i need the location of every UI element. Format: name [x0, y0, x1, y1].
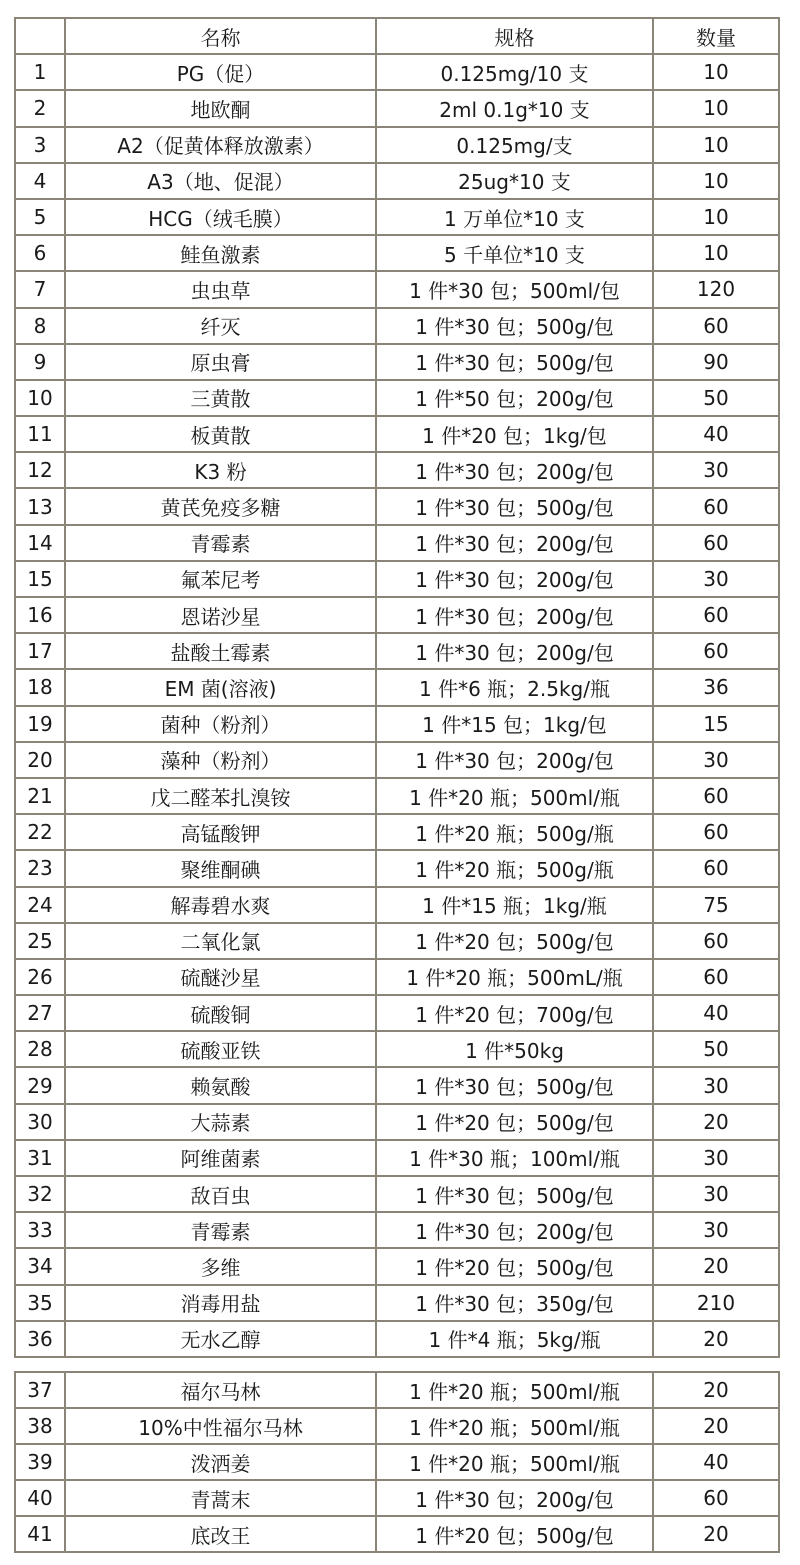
item-quantity: 10: [653, 54, 779, 90]
item-name: 10%中性福尔马林: [65, 1408, 376, 1444]
header-spec: 规格: [376, 18, 653, 54]
item-spec: 1 件*4 瓶；5kg/瓶: [376, 1321, 653, 1357]
item-quantity: 40: [653, 416, 779, 452]
table-row: [15, 1480, 779, 1516]
item-name: 藻种（粉剂）: [65, 742, 376, 778]
table-row: [15, 850, 779, 886]
item-name: 硫酸铜: [65, 995, 376, 1031]
row-index: 39: [15, 1444, 65, 1480]
item-quantity: 120: [653, 271, 779, 307]
item-name: PG（促）: [65, 54, 376, 90]
item-spec: 5 千单位*10 支: [376, 235, 653, 271]
table-row: [15, 90, 779, 126]
item-spec: 1 件*20 瓶；500ml/瓶: [376, 1408, 653, 1444]
table-row: [15, 1516, 779, 1552]
item-spec: 1 件*30 包；500g/包: [376, 308, 653, 344]
item-spec: 1 件*30 包；350g/包: [376, 1285, 653, 1321]
table-row: [15, 1067, 779, 1103]
item-quantity: 20: [653, 1321, 779, 1357]
row-index: 3: [15, 127, 65, 163]
item-quantity: 10: [653, 163, 779, 199]
table-row: [15, 308, 779, 344]
row-index: 18: [15, 669, 65, 705]
table-row: [15, 271, 779, 307]
row-index: 31: [15, 1140, 65, 1176]
row-index: 20: [15, 742, 65, 778]
item-spec: 1 万单位*10 支: [376, 199, 653, 235]
item-spec: 1 件*30 包；200g/包: [376, 525, 653, 561]
item-spec: 1 件*20 瓶；500ml/瓶: [376, 1372, 653, 1408]
item-spec: 1 件*20 瓶；500ml/瓶: [376, 778, 653, 814]
item-name: 黄芪免疫多糖: [65, 488, 376, 524]
item-spec: 1 件*20 包；500g/包: [376, 1104, 653, 1140]
item-name: EM 菌(溶液): [65, 669, 376, 705]
row-index: 8: [15, 308, 65, 344]
item-name: 纤灭: [65, 308, 376, 344]
table-row: [15, 127, 779, 163]
row-index: 23: [15, 850, 65, 886]
item-name: 鲑鱼激素: [65, 235, 376, 271]
table-row: [15, 814, 779, 850]
item-quantity: 20: [653, 1408, 779, 1444]
item-name: 青霉素: [65, 525, 376, 561]
row-index: 30: [15, 1104, 65, 1140]
item-spec: 1 件*20 包；500g/包: [376, 1516, 653, 1552]
table-row: [15, 1031, 779, 1067]
table-row: [15, 669, 779, 705]
row-index: 14: [15, 525, 65, 561]
item-spec: 1 件*30 包；200g/包: [376, 597, 653, 633]
table-row: [15, 1372, 779, 1408]
row-index: 16: [15, 597, 65, 633]
table-row: [15, 235, 779, 271]
row-index: 6: [15, 235, 65, 271]
row-index: 12: [15, 452, 65, 488]
item-quantity: 30: [653, 742, 779, 778]
item-spec: 1 件*6 瓶；2.5kg/瓶: [376, 669, 653, 705]
item-name: 戊二醛苯扎溴铵: [65, 778, 376, 814]
item-spec: 1 件*20 瓶；500mL/瓶: [376, 959, 653, 995]
item-spec: 1 件*20 包；500g/包: [376, 923, 653, 959]
item-quantity: 90: [653, 344, 779, 380]
row-index: 38: [15, 1408, 65, 1444]
item-name: A2（促黄体释放激素）: [65, 127, 376, 163]
item-spec: 1 件*30 包；200g/包: [376, 742, 653, 778]
item-name: 恩诺沙星: [65, 597, 376, 633]
item-name: 地欧酮: [65, 90, 376, 126]
row-index: 41: [15, 1516, 65, 1552]
item-spec: 1 件*20 包；700g/包: [376, 995, 653, 1031]
table-row: [15, 1444, 779, 1480]
item-quantity: 60: [653, 488, 779, 524]
item-quantity: 60: [653, 923, 779, 959]
item-name: 菌种（粉剂）: [65, 706, 376, 742]
row-index: 13: [15, 488, 65, 524]
table-row: [15, 742, 779, 778]
row-index: 36: [15, 1321, 65, 1357]
item-quantity: 210: [653, 1285, 779, 1321]
product-table: [14, 17, 780, 1358]
item-quantity: 60: [653, 778, 779, 814]
row-index: 26: [15, 959, 65, 995]
item-quantity: 50: [653, 380, 779, 416]
item-quantity: 60: [653, 1480, 779, 1516]
item-spec: 0.125mg/10 支: [376, 54, 653, 90]
item-quantity: 30: [653, 1140, 779, 1176]
item-name: 高锰酸钾: [65, 814, 376, 850]
row-index: 25: [15, 923, 65, 959]
item-quantity: 40: [653, 995, 779, 1031]
item-quantity: 36: [653, 669, 779, 705]
item-quantity: 30: [653, 452, 779, 488]
table-header-row: [15, 18, 779, 54]
item-quantity: 40: [653, 1444, 779, 1480]
item-spec: 1 件*20 瓶；500ml/瓶: [376, 1444, 653, 1480]
item-name: 解毒碧水爽: [65, 887, 376, 923]
item-quantity: 50: [653, 1031, 779, 1067]
table-row: [15, 597, 779, 633]
item-name: 福尔马林: [65, 1372, 376, 1408]
row-index: 24: [15, 887, 65, 923]
product-table-continued: [14, 1371, 780, 1553]
item-quantity: 60: [653, 633, 779, 669]
item-spec: 1 件*30 包；500g/包: [376, 1067, 653, 1103]
item-spec: 1 件*30 包；200g/包: [376, 452, 653, 488]
item-name: 青蒿末: [65, 1480, 376, 1516]
item-spec: 1 件*50 包；200g/包: [376, 380, 653, 416]
item-spec: 25ug*10 支: [376, 163, 653, 199]
row-index: 11: [15, 416, 65, 452]
item-quantity: 20: [653, 1104, 779, 1140]
table-row: [15, 1248, 779, 1284]
row-index: 4: [15, 163, 65, 199]
item-quantity: 10: [653, 90, 779, 126]
item-name: 阿维菌素: [65, 1140, 376, 1176]
item-name: K3 粉: [65, 452, 376, 488]
table-row: [15, 1176, 779, 1212]
table-row: [15, 452, 779, 488]
table-row: [15, 1140, 779, 1176]
item-quantity: 30: [653, 561, 779, 597]
row-index: 35: [15, 1285, 65, 1321]
table-row: [15, 488, 779, 524]
item-quantity: 60: [653, 308, 779, 344]
row-index: 29: [15, 1067, 65, 1103]
item-name: HCG（绒毛膜）: [65, 199, 376, 235]
item-spec: 1 件*30 包；500ml/包: [376, 271, 653, 307]
item-quantity: 20: [653, 1516, 779, 1552]
item-name: 虫虫草: [65, 271, 376, 307]
item-spec: 1 件*30 包；200g/包: [376, 561, 653, 597]
row-index: 27: [15, 995, 65, 1031]
table-row: [15, 1104, 779, 1140]
item-quantity: 30: [653, 1176, 779, 1212]
item-quantity: 30: [653, 1067, 779, 1103]
item-spec: 1 件*30 瓶；100ml/瓶: [376, 1140, 653, 1176]
table-row: [15, 416, 779, 452]
table-row: [15, 561, 779, 597]
table-row: [15, 1285, 779, 1321]
item-name: 青霉素: [65, 1212, 376, 1248]
item-quantity: 30: [653, 1212, 779, 1248]
table-row: [15, 959, 779, 995]
row-index: 1: [15, 54, 65, 90]
item-name: 消毒用盐: [65, 1285, 376, 1321]
table-row: [15, 995, 779, 1031]
item-quantity: 10: [653, 127, 779, 163]
table-row: [15, 344, 779, 380]
item-name: 底改王: [65, 1516, 376, 1552]
item-spec: 1 件*20 瓶；500g/瓶: [376, 814, 653, 850]
table-row: [15, 54, 779, 90]
table-row: [15, 525, 779, 561]
item-name: 敌百虫: [65, 1176, 376, 1212]
item-name: 板黄散: [65, 416, 376, 452]
item-name: 硫醚沙星: [65, 959, 376, 995]
item-spec: 1 件*30 包；200g/包: [376, 1480, 653, 1516]
item-spec: 1 件*30 包；500g/包: [376, 488, 653, 524]
item-quantity: 20: [653, 1372, 779, 1408]
item-name: 盐酸土霉素: [65, 633, 376, 669]
table-row: [15, 887, 779, 923]
row-index: 5: [15, 199, 65, 235]
header-quantity: 数量: [653, 18, 779, 54]
item-quantity: 15: [653, 706, 779, 742]
row-index: 33: [15, 1212, 65, 1248]
item-spec: 1 件*30 包；200g/包: [376, 1212, 653, 1248]
item-quantity: 60: [653, 959, 779, 995]
item-spec: 1 件*30 包；200g/包: [376, 633, 653, 669]
table-row: [15, 380, 779, 416]
table-row: [15, 1408, 779, 1444]
item-name: 泼洒姜: [65, 1444, 376, 1480]
row-index: 2: [15, 90, 65, 126]
row-index: 7: [15, 271, 65, 307]
table-row: [15, 706, 779, 742]
table-row: [15, 633, 779, 669]
row-index: 40: [15, 1480, 65, 1516]
item-spec: 1 件*20 包；500g/包: [376, 1248, 653, 1284]
table-row: [15, 163, 779, 199]
row-index: 34: [15, 1248, 65, 1284]
item-spec: 1 件*20 瓶；500g/瓶: [376, 850, 653, 886]
item-name: 原虫膏: [65, 344, 376, 380]
row-index: 10: [15, 380, 65, 416]
table-row: [15, 1321, 779, 1357]
item-name: 大蒜素: [65, 1104, 376, 1140]
row-index: 37: [15, 1372, 65, 1408]
item-name: 多维: [65, 1248, 376, 1284]
table-row: [15, 1212, 779, 1248]
item-spec: 0.125mg/支: [376, 127, 653, 163]
row-index: 19: [15, 706, 65, 742]
row-index: 17: [15, 633, 65, 669]
header-index: [15, 18, 65, 54]
item-quantity: 10: [653, 199, 779, 235]
row-index: 32: [15, 1176, 65, 1212]
row-index: 28: [15, 1031, 65, 1067]
item-name: 赖氨酸: [65, 1067, 376, 1103]
item-spec: 1 件*15 瓶；1kg/瓶: [376, 887, 653, 923]
item-name: 硫酸亚铁: [65, 1031, 376, 1067]
row-index: 9: [15, 344, 65, 380]
item-spec: 1 件*20 包；1kg/包: [376, 416, 653, 452]
item-name: 氟苯尼考: [65, 561, 376, 597]
item-spec: 1 件*50kg: [376, 1031, 653, 1067]
table-row: [15, 923, 779, 959]
item-name: 聚维酮碘: [65, 850, 376, 886]
item-spec: 1 件*30 包；500g/包: [376, 1176, 653, 1212]
item-name: 三黄散: [65, 380, 376, 416]
item-name: A3（地、促混）: [65, 163, 376, 199]
item-name: 二氧化氯: [65, 923, 376, 959]
item-spec: 1 件*30 包；500g/包: [376, 344, 653, 380]
table-row: [15, 199, 779, 235]
item-quantity: 60: [653, 850, 779, 886]
item-quantity: 75: [653, 887, 779, 923]
item-spec: 2ml 0.1g*10 支: [376, 90, 653, 126]
item-quantity: 10: [653, 235, 779, 271]
row-index: 21: [15, 778, 65, 814]
item-quantity: 60: [653, 525, 779, 561]
item-spec: 1 件*15 包；1kg/包: [376, 706, 653, 742]
item-quantity: 20: [653, 1248, 779, 1284]
row-index: 15: [15, 561, 65, 597]
table-row: [15, 778, 779, 814]
item-quantity: 60: [653, 597, 779, 633]
item-quantity: 60: [653, 814, 779, 850]
header-name: 名称: [65, 18, 376, 54]
row-index: 22: [15, 814, 65, 850]
item-name: 无水乙醇: [65, 1321, 376, 1357]
